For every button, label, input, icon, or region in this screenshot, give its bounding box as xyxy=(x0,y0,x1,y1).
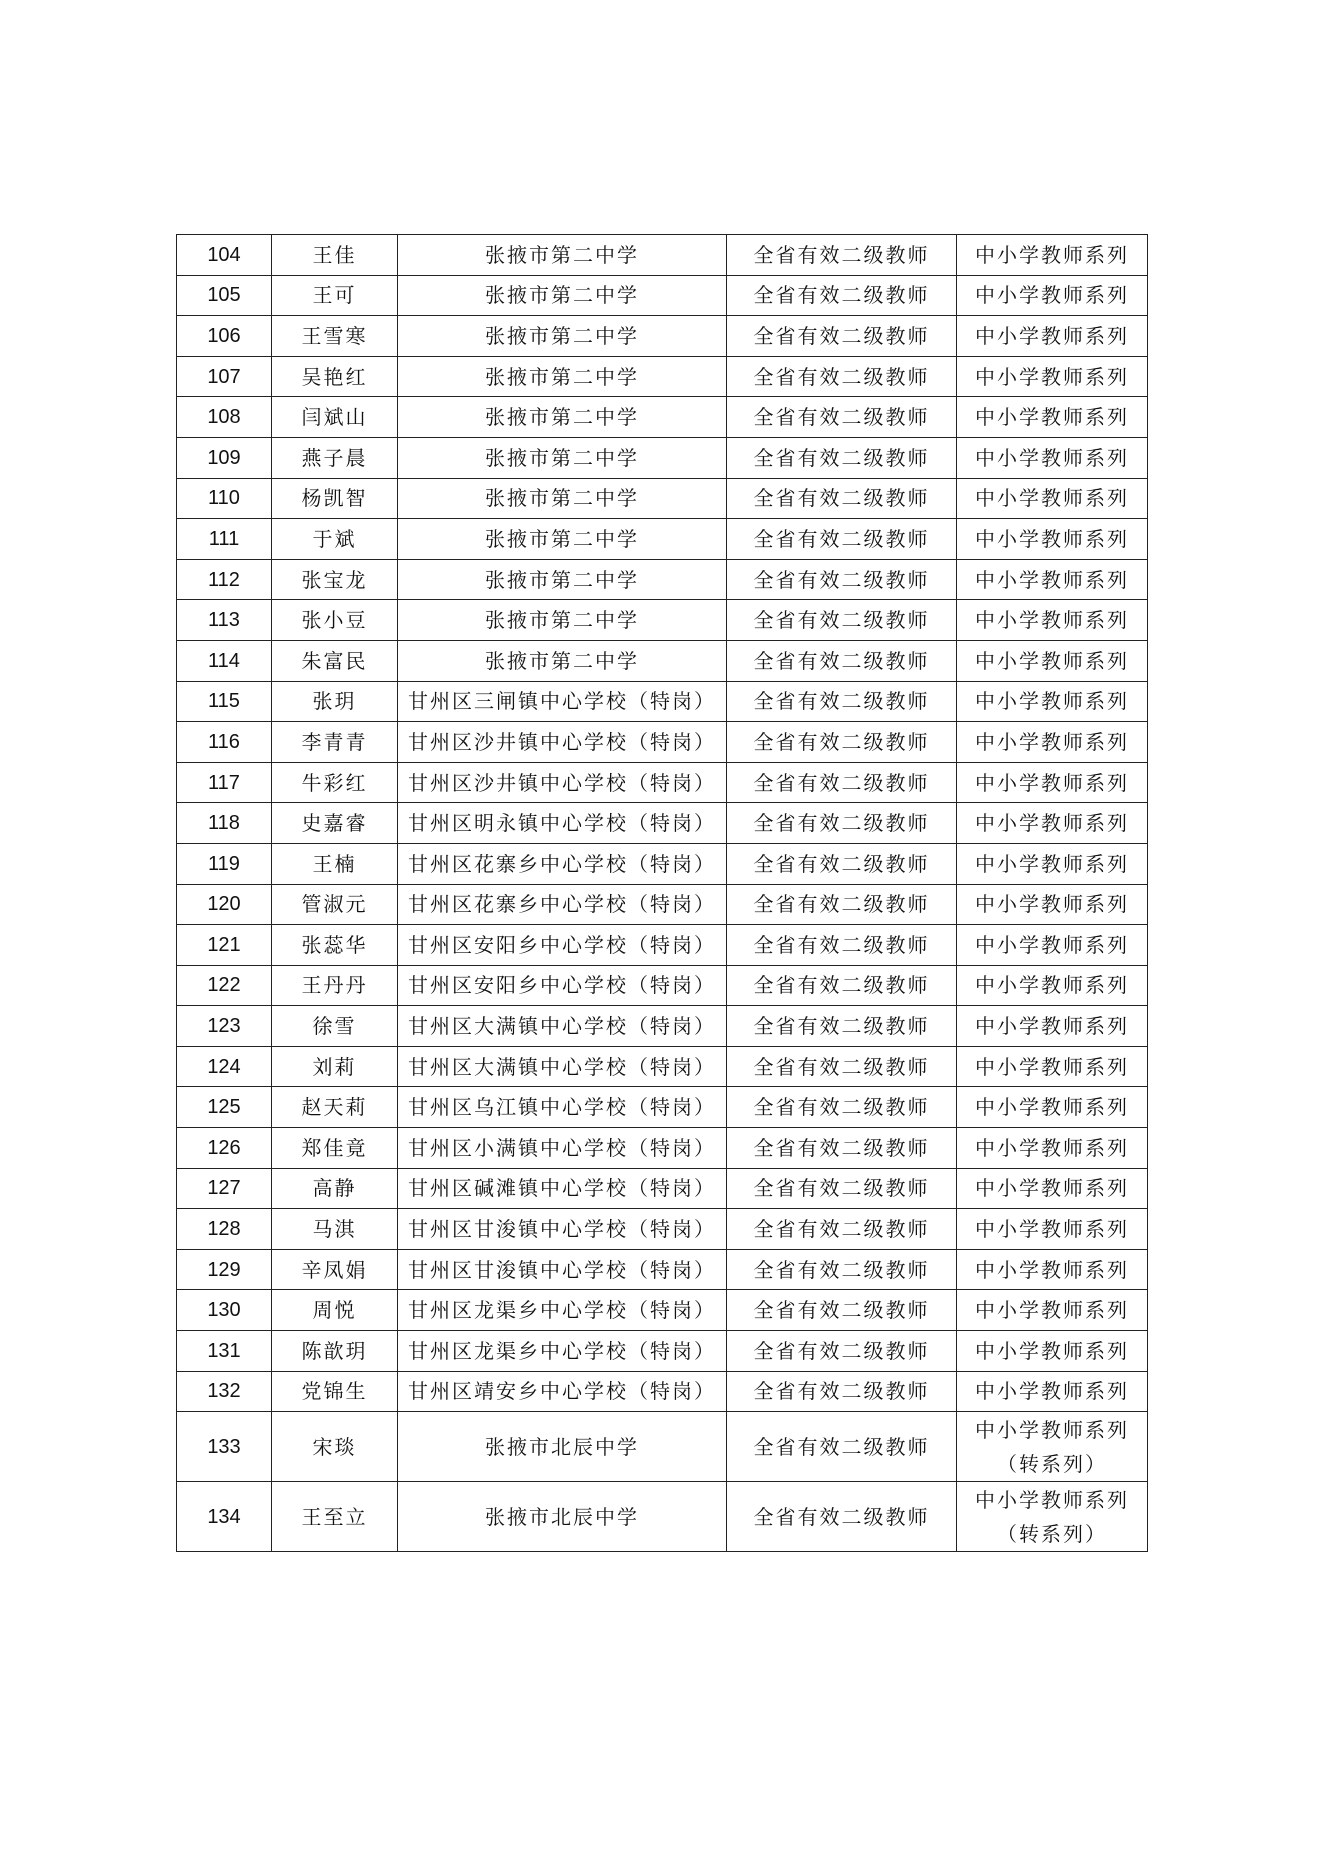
series-cell xyxy=(957,681,1148,722)
series-cell xyxy=(957,235,1148,276)
table-row xyxy=(177,843,1148,884)
school-cell: 张掖市北辰中学 xyxy=(398,1482,727,1552)
teacher-name-cell: 李青青 xyxy=(272,722,398,763)
row-number-cell: 117 xyxy=(177,762,272,803)
teacher-name-cell: 管淑元 xyxy=(272,884,398,925)
qualification-cell: 全省有效二级教师 xyxy=(727,1249,957,1290)
table-row xyxy=(177,1371,1148,1412)
series-cell xyxy=(957,397,1148,438)
school-cell: 甘州区大满镇中心学校（特岗） xyxy=(398,1046,727,1087)
series-text: 中小学教师系列 xyxy=(975,729,1129,754)
row-number-cell: 127 xyxy=(177,1168,272,1209)
qualification-cell: 全省有效二级教师 xyxy=(727,762,957,803)
school-cell: 张掖市第二中学 xyxy=(398,478,727,519)
qualification-cell: 全省有效二级教师 xyxy=(727,559,957,600)
series-text: 中小学教师系列 xyxy=(975,648,1129,673)
qualification-cell: 全省有效二级教师 xyxy=(727,681,957,722)
series-text: 中小学教师系列 xyxy=(975,1217,1129,1242)
qualification-cell: 全省有效二级教师 xyxy=(727,722,957,763)
school-cell: 甘州区花寨乡中心学校（特岗） xyxy=(398,843,727,884)
qualification-cell: 全省有效二级教师 xyxy=(727,1087,957,1128)
row-number-cell: 134 xyxy=(177,1482,272,1552)
series-text: 中小学教师系列 xyxy=(975,770,1129,795)
table-row xyxy=(177,316,1148,357)
school-cell: 张掖市第二中学 xyxy=(398,235,727,276)
table-row xyxy=(177,925,1148,966)
series-cell xyxy=(957,803,1148,844)
school-cell: 甘州区明永镇中心学校（特岗） xyxy=(398,803,727,844)
teacher-name-cell: 马淇 xyxy=(272,1209,398,1250)
row-number-cell: 126 xyxy=(177,1128,272,1169)
teacher-list-table xyxy=(176,234,1148,1552)
teacher-name-cell: 宋琰 xyxy=(272,1412,398,1482)
table-row xyxy=(177,356,1148,397)
row-number-cell: 123 xyxy=(177,1006,272,1047)
table-row xyxy=(177,1168,1148,1209)
series-cell xyxy=(957,437,1148,478)
row-number-cell: 121 xyxy=(177,925,272,966)
table-body xyxy=(177,235,1148,1552)
row-number-cell: 109 xyxy=(177,437,272,478)
series-cell xyxy=(957,519,1148,560)
school-cell: 张掖市北辰中学 xyxy=(398,1412,727,1482)
teacher-name-cell: 赵天莉 xyxy=(272,1087,398,1128)
series-text: 中小学教师系列 xyxy=(975,851,1129,876)
series-cell xyxy=(957,1482,1148,1552)
series-cell xyxy=(957,1087,1148,1128)
row-number-cell: 113 xyxy=(177,600,272,641)
row-number-cell: 132 xyxy=(177,1371,272,1412)
row-number-cell: 116 xyxy=(177,722,272,763)
series-cell xyxy=(957,478,1148,519)
series-cell xyxy=(957,762,1148,803)
series-text: 中小学教师系列 xyxy=(975,932,1129,957)
series-cell xyxy=(957,1209,1148,1250)
series-text: 中小学教师系列 xyxy=(975,1176,1129,1201)
qualification-cell: 全省有效二级教师 xyxy=(727,925,957,966)
school-cell: 甘州区小满镇中心学校（特岗） xyxy=(398,1128,727,1169)
table-row xyxy=(177,884,1148,925)
series-text: 中小学教师系列 xyxy=(975,364,1129,389)
row-number-cell: 106 xyxy=(177,316,272,357)
series-cell xyxy=(957,843,1148,884)
teacher-name-cell: 闫斌山 xyxy=(272,397,398,438)
series-text: 中小学教师系列 xyxy=(975,1014,1129,1039)
series-text: 中小学教师系列 xyxy=(975,608,1129,633)
row-number-cell: 128 xyxy=(177,1209,272,1250)
row-number-cell: 130 xyxy=(177,1290,272,1331)
row-number-cell: 122 xyxy=(177,965,272,1006)
row-number-cell: 114 xyxy=(177,640,272,681)
row-number-cell: 105 xyxy=(177,275,272,316)
series-cell xyxy=(957,1290,1148,1331)
series-cell xyxy=(957,1412,1148,1482)
series-cell xyxy=(957,275,1148,316)
school-cell: 甘州区三闸镇中心学校（特岗） xyxy=(398,681,727,722)
series-text: 中小学教师系列 xyxy=(975,323,1129,348)
row-number-cell: 104 xyxy=(177,235,272,276)
table-row xyxy=(177,275,1148,316)
row-number-cell: 118 xyxy=(177,803,272,844)
series-cell xyxy=(957,884,1148,925)
qualification-cell: 全省有效二级教师 xyxy=(727,1209,957,1250)
school-cell: 甘州区碱滩镇中心学校（特岗） xyxy=(398,1168,727,1209)
series-cell xyxy=(957,1331,1148,1372)
teacher-name-cell: 王丹丹 xyxy=(272,965,398,1006)
table-row xyxy=(177,1046,1148,1087)
school-cell: 甘州区甘浚镇中心学校（特岗） xyxy=(398,1249,727,1290)
teacher-name-cell: 辛凤娟 xyxy=(272,1249,398,1290)
table-row xyxy=(177,478,1148,519)
qualification-cell: 全省有效二级教师 xyxy=(727,1168,957,1209)
teacher-name-cell: 王可 xyxy=(272,275,398,316)
row-number-cell: 119 xyxy=(177,843,272,884)
series-text: （转系列） xyxy=(997,1451,1107,1476)
series-text: 中小学教师系列 xyxy=(975,1379,1129,1404)
row-number-cell: 133 xyxy=(177,1412,272,1482)
qualification-cell: 全省有效二级教师 xyxy=(727,1482,957,1552)
series-text: 中小学教师系列 xyxy=(975,892,1129,917)
series-text: 中小学教师系列 xyxy=(975,1135,1129,1160)
teacher-name-cell: 刘莉 xyxy=(272,1046,398,1087)
school-cell: 张掖市第二中学 xyxy=(398,275,727,316)
series-text: 中小学教师系列 xyxy=(975,1417,1129,1442)
teacher-name-cell: 张蕊华 xyxy=(272,925,398,966)
series-cell xyxy=(957,1046,1148,1087)
teacher-name-cell: 陈歆玥 xyxy=(272,1331,398,1372)
teacher-name-cell: 牛彩红 xyxy=(272,762,398,803)
school-cell: 甘州区花寨乡中心学校（特岗） xyxy=(398,884,727,925)
qualification-cell: 全省有效二级教师 xyxy=(727,235,957,276)
school-cell: 甘州区甘浚镇中心学校（特岗） xyxy=(398,1209,727,1250)
series-text: 中小学教师系列 xyxy=(975,1095,1129,1120)
series-cell xyxy=(957,1128,1148,1169)
qualification-cell: 全省有效二级教师 xyxy=(727,437,957,478)
series-text: 中小学教师系列 xyxy=(975,405,1129,430)
series-text: 中小学教师系列 xyxy=(975,1338,1129,1363)
teacher-name-cell: 周悦 xyxy=(272,1290,398,1331)
qualification-cell: 全省有效二级教师 xyxy=(727,1046,957,1087)
school-cell: 甘州区安阳乡中心学校（特岗） xyxy=(398,925,727,966)
table-row xyxy=(177,1128,1148,1169)
table-row xyxy=(177,965,1148,1006)
qualification-cell: 全省有效二级教师 xyxy=(727,356,957,397)
table-row xyxy=(177,235,1148,276)
table-row xyxy=(177,640,1148,681)
qualification-cell: 全省有效二级教师 xyxy=(727,843,957,884)
table-row xyxy=(177,1087,1148,1128)
qualification-cell: 全省有效二级教师 xyxy=(727,519,957,560)
series-text: 中小学教师系列 xyxy=(975,811,1129,836)
teacher-name-cell: 郑佳竟 xyxy=(272,1128,398,1169)
table-row xyxy=(177,681,1148,722)
series-text: 中小学教师系列 xyxy=(975,1298,1129,1323)
school-cell: 张掖市第二中学 xyxy=(398,397,727,438)
series-cell xyxy=(957,1006,1148,1047)
teacher-name-cell: 于斌 xyxy=(272,519,398,560)
series-text: 中小学教师系列 xyxy=(975,445,1129,470)
table-row xyxy=(177,803,1148,844)
school-cell: 张掖市第二中学 xyxy=(398,559,727,600)
school-cell: 张掖市第二中学 xyxy=(398,519,727,560)
teacher-name-cell: 王雪寒 xyxy=(272,316,398,357)
series-text: 中小学教师系列 xyxy=(975,1487,1129,1512)
qualification-cell: 全省有效二级教师 xyxy=(727,1128,957,1169)
series-cell xyxy=(957,1168,1148,1209)
series-text: 中小学教师系列 xyxy=(975,242,1129,267)
row-number-cell: 131 xyxy=(177,1331,272,1372)
series-text: 中小学教师系列 xyxy=(975,973,1129,998)
table-row xyxy=(177,519,1148,560)
qualification-cell: 全省有效二级教师 xyxy=(727,275,957,316)
qualification-cell: 全省有效二级教师 xyxy=(727,1412,957,1482)
series-cell xyxy=(957,640,1148,681)
teacher-name-cell: 徐雪 xyxy=(272,1006,398,1047)
teacher-name-cell: 高静 xyxy=(272,1168,398,1209)
qualification-cell: 全省有效二级教师 xyxy=(727,640,957,681)
qualification-cell: 全省有效二级教师 xyxy=(727,1331,957,1372)
row-number-cell: 107 xyxy=(177,356,272,397)
series-cell xyxy=(957,316,1148,357)
teacher-name-cell: 杨凯智 xyxy=(272,478,398,519)
series-text: 中小学教师系列 xyxy=(975,1054,1129,1079)
teacher-name-cell: 朱富民 xyxy=(272,640,398,681)
series-cell xyxy=(957,1249,1148,1290)
table-row xyxy=(177,437,1148,478)
series-cell xyxy=(957,356,1148,397)
row-number-cell: 124 xyxy=(177,1046,272,1087)
table-row xyxy=(177,1249,1148,1290)
teacher-name-cell: 王至立 xyxy=(272,1482,398,1552)
teacher-name-cell: 张小豆 xyxy=(272,600,398,641)
series-cell xyxy=(957,722,1148,763)
series-cell xyxy=(957,965,1148,1006)
qualification-cell: 全省有效二级教师 xyxy=(727,803,957,844)
series-text: 中小学教师系列 xyxy=(975,1257,1129,1282)
series-cell xyxy=(957,1371,1148,1412)
table-row xyxy=(177,600,1148,641)
qualification-cell: 全省有效二级教师 xyxy=(727,397,957,438)
table-row xyxy=(177,1412,1148,1482)
series-text: 中小学教师系列 xyxy=(975,486,1129,511)
series-cell xyxy=(957,600,1148,641)
school-cell: 甘州区乌江镇中心学校（特岗） xyxy=(398,1087,727,1128)
school-cell: 张掖市第二中学 xyxy=(398,640,727,681)
table-row xyxy=(177,1482,1148,1552)
qualification-cell: 全省有效二级教师 xyxy=(727,1290,957,1331)
qualification-cell: 全省有效二级教师 xyxy=(727,316,957,357)
row-number-cell: 111 xyxy=(177,519,272,560)
row-number-cell: 120 xyxy=(177,884,272,925)
teacher-name-cell: 吴艳红 xyxy=(272,356,398,397)
qualification-cell: 全省有效二级教师 xyxy=(727,478,957,519)
school-cell: 甘州区靖安乡中心学校（特岗） xyxy=(398,1371,727,1412)
school-cell: 甘州区龙渠乡中心学校（特岗） xyxy=(398,1290,727,1331)
teacher-name-cell: 王楠 xyxy=(272,843,398,884)
qualification-cell: 全省有效二级教师 xyxy=(727,1371,957,1412)
school-cell: 甘州区龙渠乡中心学校（特岗） xyxy=(398,1331,727,1372)
school-cell: 张掖市第二中学 xyxy=(398,600,727,641)
series-cell xyxy=(957,559,1148,600)
school-cell: 甘州区大满镇中心学校（特岗） xyxy=(398,1006,727,1047)
table-row xyxy=(177,397,1148,438)
qualification-cell: 全省有效二级教师 xyxy=(727,600,957,641)
series-cell xyxy=(957,925,1148,966)
row-number-cell: 110 xyxy=(177,478,272,519)
row-number-cell: 129 xyxy=(177,1249,272,1290)
school-cell: 甘州区沙井镇中心学校（特岗） xyxy=(398,722,727,763)
school-cell: 甘州区沙井镇中心学校（特岗） xyxy=(398,762,727,803)
table-row xyxy=(177,1290,1148,1331)
table-row xyxy=(177,722,1148,763)
row-number-cell: 112 xyxy=(177,559,272,600)
teacher-name-cell: 王佳 xyxy=(272,235,398,276)
series-text: （转系列） xyxy=(997,1521,1107,1546)
school-cell: 张掖市第二中学 xyxy=(398,356,727,397)
qualification-cell: 全省有效二级教师 xyxy=(727,1006,957,1047)
table-row xyxy=(177,559,1148,600)
series-text: 中小学教师系列 xyxy=(975,283,1129,308)
teacher-name-cell: 张宝龙 xyxy=(272,559,398,600)
school-cell: 甘州区安阳乡中心学校（特岗） xyxy=(398,965,727,1006)
school-cell: 张掖市第二中学 xyxy=(398,437,727,478)
row-number-cell: 125 xyxy=(177,1087,272,1128)
table-row xyxy=(177,1331,1148,1372)
teacher-name-cell: 张玥 xyxy=(272,681,398,722)
school-cell: 张掖市第二中学 xyxy=(398,316,727,357)
teacher-name-cell: 史嘉睿 xyxy=(272,803,398,844)
teacher-name-cell: 燕子晨 xyxy=(272,437,398,478)
qualification-cell: 全省有效二级教师 xyxy=(727,884,957,925)
row-number-cell: 108 xyxy=(177,397,272,438)
table-row xyxy=(177,1209,1148,1250)
series-text: 中小学教师系列 xyxy=(975,689,1129,714)
series-text: 中小学教师系列 xyxy=(975,567,1129,592)
table-row xyxy=(177,762,1148,803)
table-row xyxy=(177,1006,1148,1047)
qualification-cell: 全省有效二级教师 xyxy=(727,965,957,1006)
series-text: 中小学教师系列 xyxy=(975,526,1129,551)
teacher-name-cell: 党锦生 xyxy=(272,1371,398,1412)
row-number-cell: 115 xyxy=(177,681,272,722)
